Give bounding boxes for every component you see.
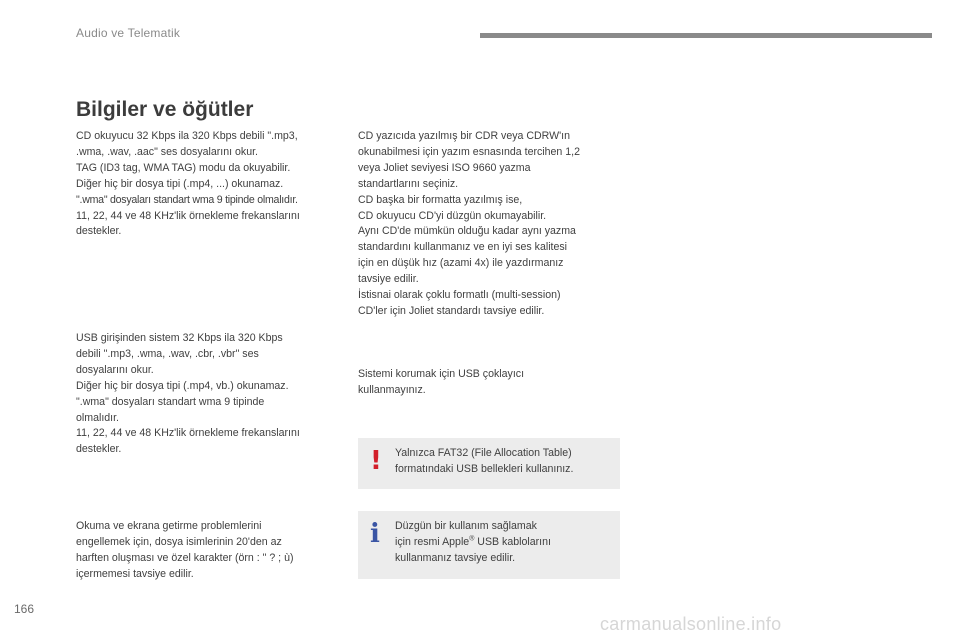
info-note-text bbox=[395, 519, 551, 567]
text-line: Yalnızca FAT32 (File Allocation Table) bbox=[395, 447, 572, 459]
info-icon: i bbox=[370, 519, 380, 549]
text-line: kullanmanız tavsiye edilir. bbox=[395, 551, 516, 564]
text-line: Diğer hiç bir dosya tipi (.mp4, ...) okunamaz. bbox=[76, 177, 284, 190]
warning-note bbox=[358, 438, 620, 489]
text-line: CD yazıcıda yazılmış bir CDR veya CDRW'ın bbox=[358, 130, 570, 142]
text-line bbox=[395, 535, 551, 551]
filename-advice-paragraph bbox=[76, 519, 346, 583]
text-line: okunabilmesi için yazım esnasında tercihen 1,2 bbox=[358, 145, 580, 158]
cd-formats-paragraph bbox=[76, 129, 346, 240]
text-fragment: USB kablolarını bbox=[474, 535, 551, 548]
text-line: içermemesi tavsiye edilir. bbox=[76, 567, 194, 580]
text-line: USB girişinden sistem 32 Kbps ila 320 Kbps bbox=[76, 332, 283, 344]
text-line: debili ".mp3, .wma, .wav, .cbr, .vbr" ses bbox=[76, 347, 259, 360]
page-number: 166 bbox=[14, 602, 35, 616]
text-line: ".wma" dosyaları standart wma 9 tipinde bbox=[76, 395, 265, 408]
text-line: TAG (ID3 tag, WMA TAG) modu da okuyabilir. bbox=[76, 161, 291, 174]
text-line: Okuma ve ekrana getirme problemlerini bbox=[76, 520, 262, 532]
header-title: Audio ve Telematik bbox=[76, 26, 181, 40]
text-line: Düzgün bir kullanım sağlamak bbox=[395, 520, 537, 532]
text-line: İstisnai olarak çoklu formatlı (multi-session) bbox=[358, 289, 561, 302]
text-line: .wma, .wav, .aac" ses dosyalarını okur. bbox=[76, 145, 258, 158]
text-line: engellemek için, dosya isimlerinin 20'den az bbox=[76, 535, 282, 548]
text-line: 11, 22, 44 ve 48 KHz'lik örnekleme frekanslarını bbox=[76, 427, 300, 440]
text-line: dosyalarını okur. bbox=[76, 363, 154, 376]
registered-mark: ® bbox=[469, 535, 475, 543]
section-title: Bilgiler ve öğütler bbox=[76, 98, 254, 121]
text-line: Aynı CD'de mümkün olduğu kadar aynı yazma bbox=[358, 225, 576, 238]
watermark: carmanualsonline.info bbox=[600, 614, 782, 634]
text-line: destekler. bbox=[76, 225, 122, 238]
warning-note-text bbox=[395, 446, 573, 478]
text-line: için en düşük hız (azami 4x) ile yazdırmanız bbox=[358, 257, 564, 270]
text-line: 11, 22, 44 ve 48 KHz'lik örnekleme frekanslarını bbox=[76, 209, 300, 222]
text-line: Diğer hiç bir dosya tipi (.mp4, vb.) okunamaz. bbox=[76, 379, 289, 392]
text-line: CD okuyucu 32 Kbps ila 320 Kbps debili ".mp3, bbox=[76, 130, 298, 142]
text-line: tavsiye edilir. bbox=[358, 273, 419, 286]
text-line: kullanmayınız. bbox=[358, 383, 426, 396]
header-bar bbox=[480, 33, 932, 38]
info-note bbox=[358, 511, 620, 579]
text-line: CD'ler için Joliet standardı tavsiye edilir. bbox=[358, 304, 545, 317]
text-line: CD okuyucu CD'yi düzgün okumayabilir. bbox=[358, 209, 547, 222]
usb-formats-paragraph bbox=[76, 331, 346, 458]
text-line: formatındaki USB bellekleri kullanınız. bbox=[395, 462, 574, 475]
text-line: veya Joliet seviyesi ISO 9660 yazma bbox=[358, 161, 531, 174]
cd-writing-paragraph bbox=[358, 129, 624, 320]
text-line: CD başka bir formatta yazılmış ise, bbox=[358, 193, 523, 206]
text-fragment: için resmi Apple bbox=[395, 535, 470, 548]
usb-hub-paragraph bbox=[358, 367, 624, 399]
text-line: ".wma" dosyaları standart wma 9 tipinde olmalıdır. bbox=[76, 193, 298, 206]
text-line: standardını kullanmanız ve en iyi ses kalitesi bbox=[358, 241, 568, 254]
text-line: Sistemi korumak için USB çoklayıcı bbox=[358, 368, 525, 380]
text-line: olmalıdır. bbox=[76, 411, 119, 424]
exclamation-icon: ! bbox=[370, 446, 382, 476]
text-line: standartlarını seçiniz. bbox=[358, 177, 459, 190]
text-line: destekler. bbox=[76, 443, 122, 456]
text-line: harften oluşması ve özel karakter (örn : " ? ; ù) bbox=[76, 551, 294, 564]
